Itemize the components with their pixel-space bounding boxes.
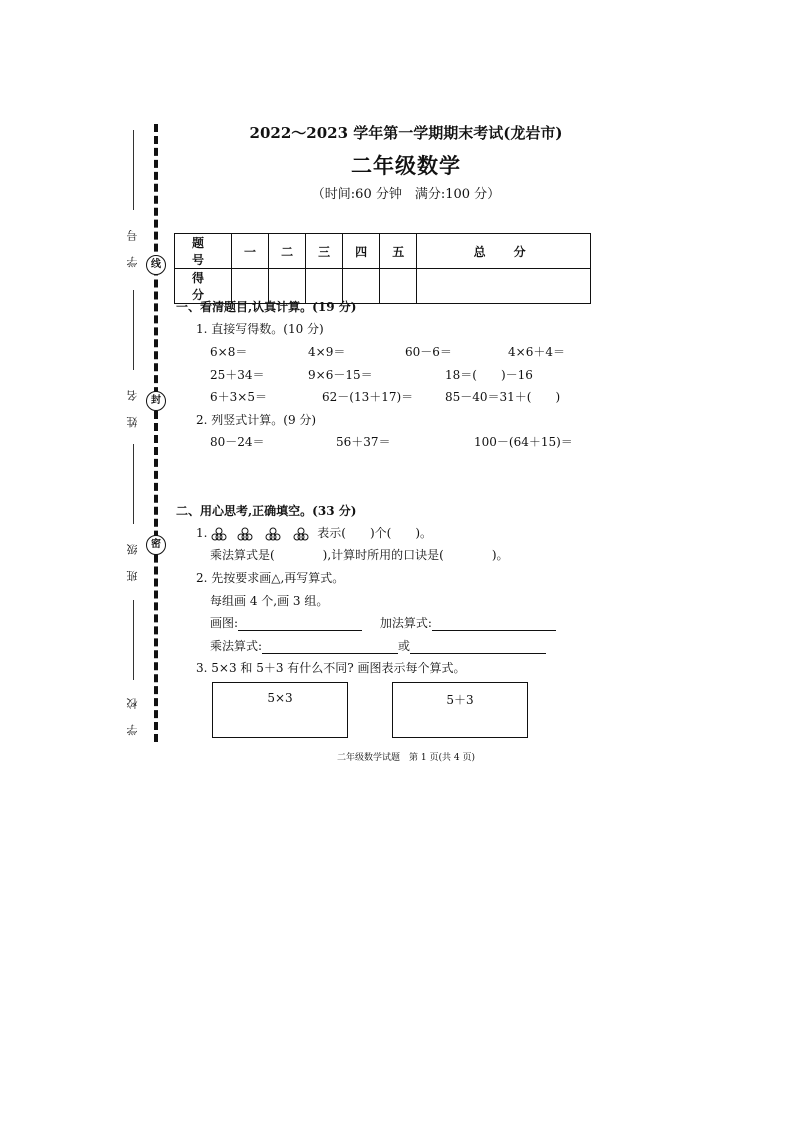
section2-heading: 二、用心思考,正确填空。(33 分) bbox=[176, 504, 357, 518]
school-line bbox=[133, 600, 134, 680]
section1-q2-title: 2. 列竖式计算。(9 分) bbox=[196, 413, 317, 427]
name-line bbox=[133, 290, 134, 370]
calc-item: 6×8＝ bbox=[210, 345, 248, 359]
score-cell-total[interactable] bbox=[417, 269, 591, 304]
mul-label: 乘法算式: bbox=[210, 639, 263, 653]
mul-answer-line-1[interactable] bbox=[262, 641, 398, 654]
add-answer-line[interactable] bbox=[432, 618, 556, 631]
q1-text: 表示( )个( )。 bbox=[317, 526, 433, 540]
seal-mi: 密 bbox=[146, 535, 166, 555]
calc-item: 25＋34＝ bbox=[210, 368, 265, 382]
circle-groups-icon bbox=[211, 527, 331, 541]
score-header-cell: 二 bbox=[269, 234, 306, 269]
box2-label: 5＋3 bbox=[446, 693, 474, 707]
exam-subject: 二年级数学 bbox=[351, 153, 461, 178]
section2-q2-line1: 每组画 4 个,画 3 组。 bbox=[210, 594, 329, 608]
calc-item: 18＝( )－16 bbox=[445, 368, 533, 382]
binding-dashed-line bbox=[154, 124, 158, 742]
calc-item: 85－40＝31＋( ) bbox=[445, 390, 561, 404]
score-table-header-row bbox=[175, 234, 591, 269]
page-footer: 二年级数学试题 第 1 页(共 4 页) bbox=[337, 753, 475, 763]
section1-heading: 一、看清题目,认真计算。(19 分) bbox=[176, 300, 357, 314]
draw-answer-line[interactable] bbox=[238, 618, 362, 631]
exam-title: 2022～2023 学年第一学期期末考试(龙岩市) bbox=[249, 124, 563, 142]
score-header-label: 题 号 bbox=[175, 234, 232, 269]
vertical-calc-item: 56＋37＝ bbox=[336, 435, 391, 449]
exam-meta: （时间:60 分钟 满分:100 分） bbox=[311, 187, 501, 202]
calc-item: 62－(13＋17)＝ bbox=[322, 390, 414, 404]
calc-item: 4×6＋4＝ bbox=[508, 345, 565, 359]
calc-item: 60－6＝ bbox=[405, 345, 452, 359]
seal-feng: 封 bbox=[146, 391, 166, 411]
score-header-cell: 一 bbox=[232, 234, 269, 269]
class-line bbox=[133, 444, 134, 524]
section1-q1-title: 1. 直接写得数。(10 分) bbox=[196, 322, 324, 336]
or-label: 或 bbox=[398, 639, 411, 653]
score-row-label: 得 分 bbox=[175, 269, 232, 304]
label-name: 姓 名 bbox=[126, 384, 139, 428]
score-cell[interactable] bbox=[380, 269, 417, 304]
label-class: 班 级 bbox=[126, 538, 139, 582]
add-label: 加法算式: bbox=[379, 616, 432, 630]
calc-item: 6＋3×5＝ bbox=[210, 390, 267, 404]
score-header-total: 总 分 bbox=[417, 234, 591, 269]
score-header-cell: 三 bbox=[306, 234, 343, 269]
section2-q2-title: 2. 先按要求画△,再写算式。 bbox=[196, 571, 345, 585]
calc-item: 9×6－15＝ bbox=[308, 368, 373, 382]
mul-answer-line-2[interactable] bbox=[410, 641, 546, 654]
box1-label: 5×3 bbox=[267, 691, 293, 705]
section2-q3-title: 3. 5×3 和 5＋3 有什么不同? 画图表示每个算式。 bbox=[196, 661, 466, 675]
vertical-calc-item: 100－(64＋15)＝ bbox=[474, 435, 573, 449]
score-table bbox=[174, 233, 591, 304]
draw-row bbox=[210, 614, 556, 631]
draw-label: 画图: bbox=[210, 616, 239, 630]
seal-xian: 线 bbox=[146, 255, 166, 275]
label-school: 学 校 bbox=[126, 692, 139, 736]
score-header-cell: 五 bbox=[380, 234, 417, 269]
section2-q1-line2: 乘法算式是( ),计算时所用的口诀是( )。 bbox=[210, 548, 509, 562]
answer-box-multiplication[interactable] bbox=[212, 682, 348, 738]
mul-row bbox=[210, 637, 546, 654]
label-student-id: 学 号 bbox=[126, 224, 139, 268]
section2-q1 bbox=[196, 524, 432, 541]
answer-box-addition[interactable] bbox=[392, 682, 528, 738]
q1-number: 1. bbox=[196, 526, 208, 540]
vertical-calc-item: 80－24＝ bbox=[210, 435, 265, 449]
calc-item: 4×9＝ bbox=[308, 345, 346, 359]
score-header-cell: 四 bbox=[343, 234, 380, 269]
